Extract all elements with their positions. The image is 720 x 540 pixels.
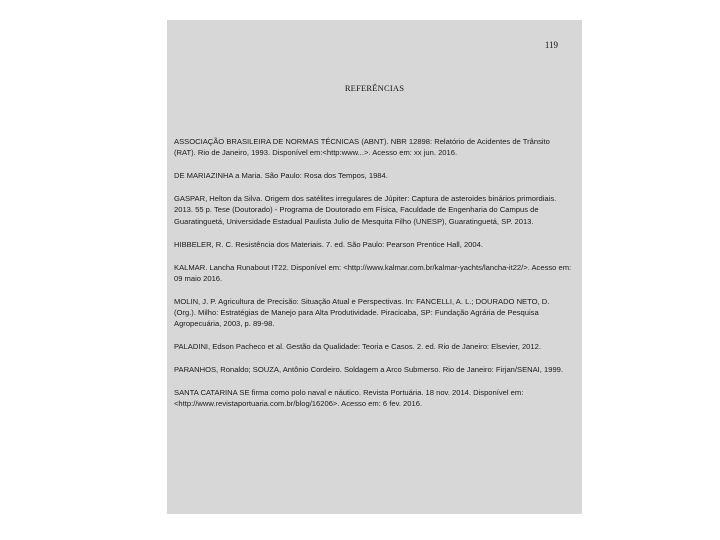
reference-entry: PARANHOS, Ronaldo; SOUZA, Antônio Cordeiro. Soldagem a Arco Submerso. Rio de Janeiro: Firjan/SENAI, 1999. — [174, 365, 564, 375]
reference-entry: SANTA CATARINA SE firma como polo naval e náutico. Revista Portuária. 18 nov. 2014. Disponível em: <http://www.revistaportuaria.com.br/blog/16206>. Acesso em: 6 fev. 2016. — [174, 388, 524, 409]
page-number: 119 — [544, 40, 558, 50]
reference-entry: KALMAR. Lancha Runabout IT22. Disponível em: <http://www.kalmar.com.br/kalmar-yachts/lancha-it22/>. Acesso em: 09 maio 2016. — [174, 262, 572, 283]
page-title: REFERÊNCIAS — [344, 83, 405, 93]
reference-entry: ASSOCIAÇÃO BRASILEIRA DE NORMAS TÉCNICAS (ABNT). NBR 12898: Relatório de Acidentes de Trânsito (RAT). Rio de Janeiro, 1993. Disponível em:<http:www...>. Acesso em: xx jun. 2016. — [174, 137, 550, 158]
reference-entry: DE MARIAZINHA a Maria. São Paulo: Rosa dos Tempos, 1984. — [174, 171, 388, 181]
reference-entry: GASPAR, Helton da Silva. Origem dos satélites irregulares de Júpiter: Captura de asteroides binários primordiais. 2013. 55 p. Tese (Doutorado) - Programa de Doutorado em Física, Faculdade de Engenharia do Campus de Guaratinguetá, Universidade Estadual Paulista Julio de Mesquita Filho (UNESP), Guaratinguetá, SP. 2013. — [174, 194, 557, 226]
reference-entry: MOLIN, J. P. Agricultura de Precisão: Situação Atual e Perspectivas. In: FANCELLI, A. L.; DOURADO NETO, D. (Org.). Milho: Estratégias de Manejo para Alta Produtividade. Piracicaba, SP: Fundação Agrária de Pesquisa Agropecuária, 2003, p. 89-98. — [174, 296, 550, 329]
document-page — [167, 20, 582, 514]
reference-entry: HIBBELER, R. C. Resistência dos Materiais. 7. ed. São Paulo: Pearson Prentice Hall, 2004. — [174, 239, 483, 249]
reference-entry: PALADINI, Edson Pacheco et al. Gestão da Qualidade: Teoria e Casos. 2. ed. Rio de Janeiro: Elsevier, 2012. — [174, 342, 541, 352]
reference-list — [174, 136, 572, 421]
